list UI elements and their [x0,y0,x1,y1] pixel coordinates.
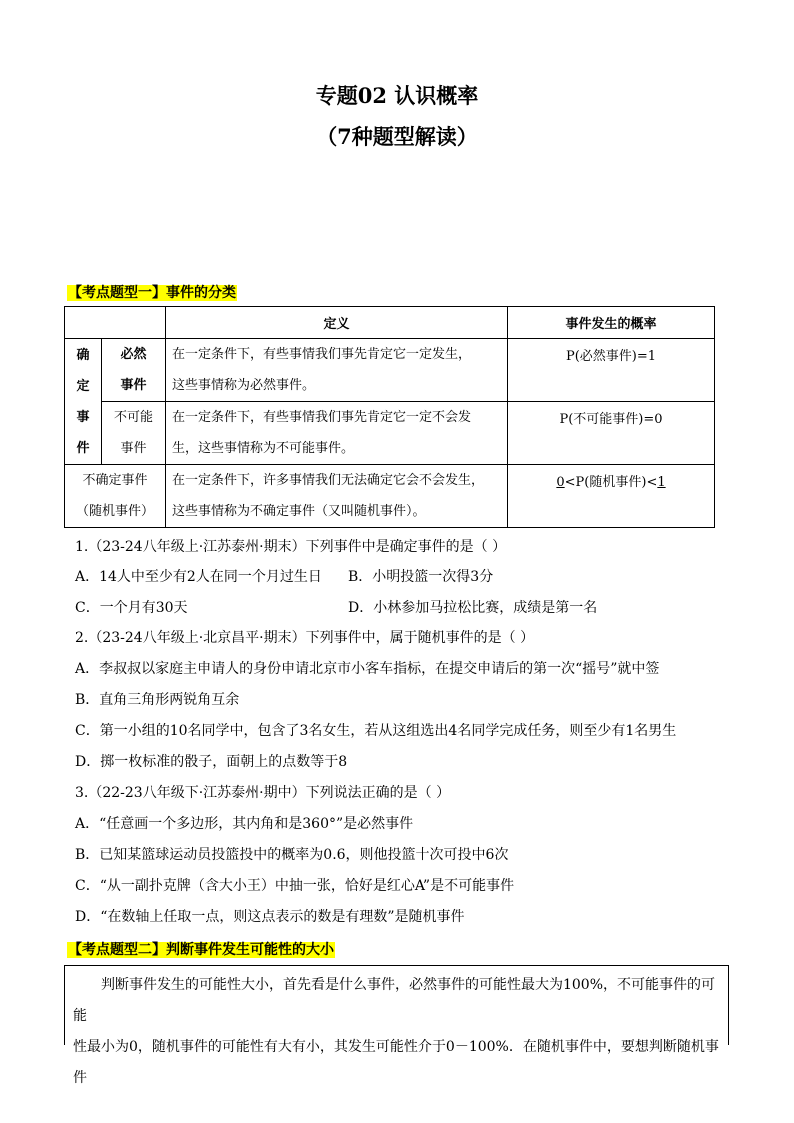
random-event-probability [508,465,715,528]
sure-event-label-1: 必然 [120,347,147,362]
sure-event-definition [166,339,508,402]
question-2-option-d: D．掷一枚标准的骰子，面朝上的点数等于8 [75,754,348,770]
question-3-option-d: D．“在数轴上任取一点，则这点表示的数是有理数”是随机事件 [75,909,465,925]
prob-zero: 0 [556,475,565,490]
table-corner-cell [65,307,166,339]
random-event-label-1: 不确定事件 [82,473,148,488]
impossible-def-line1: 在一定条件下，有些事情我们事先肯定它一定不会发 [172,410,472,425]
impossible-event-label-2: 事件 [120,441,147,456]
certain-char: 确 [76,347,90,363]
section-heading-2 [67,940,335,960]
method-note-line1: 判断事件发生的可能性大小，首先看是什么事件，必然事件的可能性最大为100%，不可能事件的可能 [73,977,716,1024]
question-1-option-b: B．小明投篮一次得3分 [348,569,494,585]
question-1-option-a: A．14人中至少有2人在同一个月过生日 [75,569,322,585]
impossible-event-probability: P(不可能事件)=0 [508,402,715,465]
question-3-option-c: C．“从一副扑克牌（含大小王）中抽一张，恰好是红心A”是不可能事件 [75,878,515,894]
question-1-option-d: D．小林参加马拉松比赛，成绩是第一名 [348,600,598,616]
question-2-option-a: A．李叔叔以家庭主申请人的身份申请北京市小客车指标，在提交申请后的第一次“摇号”就中签 [75,661,660,677]
page-subtitle: （7种题型解读） [316,124,478,149]
section-heading-1 [67,283,237,303]
question-3-stem: 3.（22-23八年级下·江苏泰州·期中）下列说法正确的是（ ） [75,785,451,801]
table-row-certain [65,339,715,402]
question-2-option-c: C．第一小组的10名同学中，包含了3名女生，若从这组选出4名同学完成任务，则至少有1名男生 [75,723,677,739]
sure-def-line2: 这些事情称为必然事件。 [172,378,316,393]
table-header-row [65,307,715,339]
table-row-random [65,465,715,528]
question-2-stem: 2.（23-24八年级上·北京昌平·期末）下列事件中，属于随机事件的是（ ） [75,630,535,646]
prob-mid: <P(随机事件)< [564,475,658,490]
question-1-option-c: C．一个月有30天 [75,600,188,616]
method-note-box [64,965,729,1086]
certain-char: 件 [76,440,90,456]
question-3-option-a: A．“任意画一个多边形，其内角和是360°”是必然事件 [75,816,414,832]
col-header-definition: 定义 [166,307,508,339]
sure-event-label [102,339,166,402]
question-1-stem: 1.（23-24八年级上·江苏泰州·期末）下列事件中是确定事件的是（ ） [75,539,507,555]
impossible-event-label [102,402,166,465]
random-def-line2: 这些事情称为不确定事件（又叫随机事件）。 [172,504,426,519]
prob-one: 1 [657,475,666,490]
col-header-probability: 事件发生的概率 [508,307,715,339]
sure-event-label-2: 事件 [120,378,147,393]
certain-char: 定 [76,378,90,394]
impossible-event-definition [166,402,508,465]
random-event-label-2: （随机事件） [75,504,154,519]
certain-char: 事 [76,409,90,425]
sure-event-probability: P(必然事件)=1 [508,339,715,402]
impossible-event-label-1: 不可能 [113,410,153,425]
section-heading-2-text: 【考点题型二】判断事件发生可能性的大小 [68,942,334,958]
random-event-definition [166,465,508,528]
question-2-option-b: B．直角三角形两锐角互余 [75,692,240,708]
impossible-def-line2: 生，这些事情称为不可能事件。 [172,441,355,456]
table-row-impossible [65,402,715,465]
certain-event-label [65,339,102,465]
page-title: 专题02 认识概率 [315,83,479,108]
section-heading-1-text: 【考点题型一】事件的分类 [68,285,236,301]
event-classification-table [64,306,715,528]
question-3-option-b: B．已知某篮球运动员投篮投中的概率为0.6，则他投篮十次可投中6次 [75,847,509,863]
method-note-line2: 性最小为0，随机事件的可能性有大有小，其发生可能性介于0－100%．在随机事件中，要想判断随机事件 [73,1039,719,1086]
random-event-label [65,465,166,528]
random-def-line1: 在一定条件下，许多事情我们无法确定它会不会发生， [172,473,485,488]
sure-def-line1: 在一定条件下，有些事情我们事先肯定它一定发生， [172,347,472,362]
